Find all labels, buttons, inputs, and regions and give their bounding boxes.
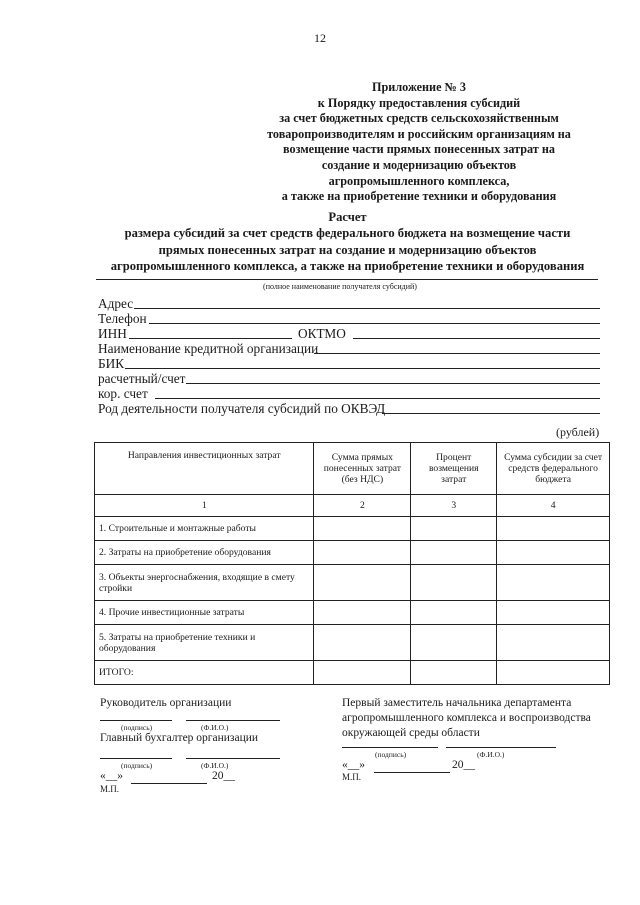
header-percent: Процент возмещения затрат [411, 443, 497, 495]
head-name-line[interactable] [186, 720, 280, 721]
subsidy-table [94, 442, 610, 685]
row-label-total: ИТОГО: [95, 661, 314, 685]
cell-subsidy[interactable] [497, 541, 610, 565]
department-line: окружающей среды области [342, 727, 480, 739]
cell-percent[interactable] [411, 661, 497, 685]
date-month-line[interactable] [131, 783, 207, 784]
recipient-name-line[interactable] [96, 279, 598, 280]
signature-caption: (подпись) [121, 723, 153, 732]
table-row [95, 625, 610, 661]
cell-subsidy[interactable] [497, 661, 610, 685]
signature-caption: (подпись) [121, 761, 153, 770]
stamp-label: М.П. [100, 784, 120, 794]
date-day: «__» [342, 759, 365, 771]
appendix-line: агропромышленного комплекса, [328, 173, 510, 188]
table-row [95, 541, 610, 565]
inn-field[interactable] [129, 338, 292, 339]
table-header-row [95, 443, 610, 495]
corr-account-label: кор. счет [98, 386, 148, 401]
official-name-line[interactable] [446, 747, 556, 748]
appendix-line: а также на приобретение техники и оборудования [281, 189, 557, 204]
column-number: 2 [314, 495, 411, 517]
bik-label: БИК [98, 356, 125, 371]
cell-direct-costs[interactable] [314, 565, 411, 601]
phone-field[interactable] [149, 323, 600, 324]
bik-field[interactable] [125, 368, 600, 369]
calculation-title [60, 209, 635, 275]
phone-label: Телефон [98, 311, 147, 326]
calculation-line: размера субсидий за счет средств федерального бюджета на возмещение части [124, 226, 571, 241]
appendix-line: к Порядку предоставления субсидий [317, 95, 521, 110]
cell-subsidy[interactable] [497, 517, 610, 541]
calculation-line: агропромышленного комплекса, а также на приобретение техники и оборудования [110, 259, 585, 274]
date-year: 20__ [212, 770, 235, 782]
cell-direct-costs[interactable] [314, 541, 411, 565]
account-label: расчетный/счет [98, 371, 186, 386]
cell-percent[interactable] [411, 541, 497, 565]
okved-field[interactable] [382, 413, 600, 414]
cell-percent[interactable] [411, 625, 497, 661]
head-label: Руководитель организации [100, 697, 232, 709]
table-row [95, 517, 610, 541]
corr-account-field[interactable] [155, 398, 600, 399]
column-number-row [95, 495, 610, 517]
appendix-line: возмещение части прямых понесенных затрат на [283, 142, 555, 157]
official-signature-line[interactable] [342, 747, 438, 748]
department-official [342, 696, 591, 741]
header-directions: Направления инвестиционных затрат [95, 443, 314, 495]
date-month-line[interactable] [374, 772, 450, 773]
row-label: 5. Затраты на приобретение техники и оборудования [95, 625, 314, 661]
cell-direct-costs[interactable] [314, 625, 411, 661]
column-number: 1 [95, 495, 314, 517]
oktmo-label: ОКТМО [298, 326, 346, 341]
cell-direct-costs[interactable] [314, 661, 411, 685]
appendix-line: товаропроизводителям и российским организациям на [267, 126, 571, 141]
cell-percent[interactable] [411, 517, 497, 541]
cell-direct-costs[interactable] [314, 601, 411, 625]
bank-name-field[interactable] [314, 353, 600, 354]
cell-percent[interactable] [411, 601, 497, 625]
header-direct-costs: Сумма прямых понесенных затрат (без НДС) [314, 443, 411, 495]
bank-name-label: Наименование кредитной организации [98, 341, 319, 356]
address-field[interactable] [134, 308, 600, 309]
department-line: агропромышленного комплекса и воспроизводства [342, 712, 591, 724]
column-number: 3 [411, 495, 497, 517]
appendix-header [200, 80, 638, 205]
row-label: 1. Строительные и монтажные работы [95, 517, 314, 541]
name-caption: (Ф.И.О.) [201, 761, 229, 770]
unit-label: (рублей) [556, 425, 600, 439]
appendix-line: создание и модернизацию объектов [321, 157, 517, 172]
inn-label: ИНН [98, 326, 127, 341]
accountant-signature-line[interactable] [100, 758, 172, 759]
appendix-line: Приложение № 3 [372, 80, 466, 94]
name-caption: (Ф.И.О.) [477, 750, 505, 759]
column-number: 4 [497, 495, 610, 517]
page-number: 12 [314, 31, 326, 45]
cell-subsidy[interactable] [497, 625, 610, 661]
calculation-line: Расчет [328, 210, 367, 224]
table-row [95, 565, 610, 601]
stamp-label: М.П. [342, 772, 362, 782]
head-signature-line[interactable] [100, 720, 172, 721]
cell-percent[interactable] [411, 565, 497, 601]
chief-accountant-label: Главный бухгалтер организации [100, 732, 259, 744]
table-total-row [95, 661, 610, 685]
table-row [95, 601, 610, 625]
oktmo-field[interactable] [353, 338, 600, 339]
name-caption: (Ф.И.О.) [201, 723, 229, 732]
header-subsidy-amount: Сумма субсидии за счет средств федерального бюджета [497, 443, 610, 495]
cell-direct-costs[interactable] [314, 517, 411, 541]
accountant-name-line[interactable] [186, 758, 280, 759]
signature-caption: (подпись) [375, 750, 407, 759]
cell-subsidy[interactable] [497, 565, 610, 601]
cell-subsidy[interactable] [497, 601, 610, 625]
row-label: 4. Прочие инвестиционные затраты [95, 601, 314, 625]
department-line: Первый заместитель начальника департамента [342, 697, 572, 709]
row-label: 2. Затраты на приобретение оборудования [95, 541, 314, 565]
recipient-caption: (полное наименование получателя субсидий) [263, 282, 417, 291]
row-label: 3. Объекты энергоснабжения, входящие в смету стройки [95, 565, 314, 601]
appendix-line: за счет бюджетных средств сельскохозяйственным [279, 111, 559, 126]
okved-label: Род деятельности получателя субсидий по ОКВЭД [98, 401, 386, 416]
account-field[interactable] [186, 383, 600, 384]
date-day: «__» [100, 770, 123, 782]
address-label: Адрес [98, 296, 134, 311]
calculation-line: прямых понесенных затрат на создание и модернизацию объектов [158, 242, 537, 257]
date-year: 20__ [452, 759, 475, 771]
